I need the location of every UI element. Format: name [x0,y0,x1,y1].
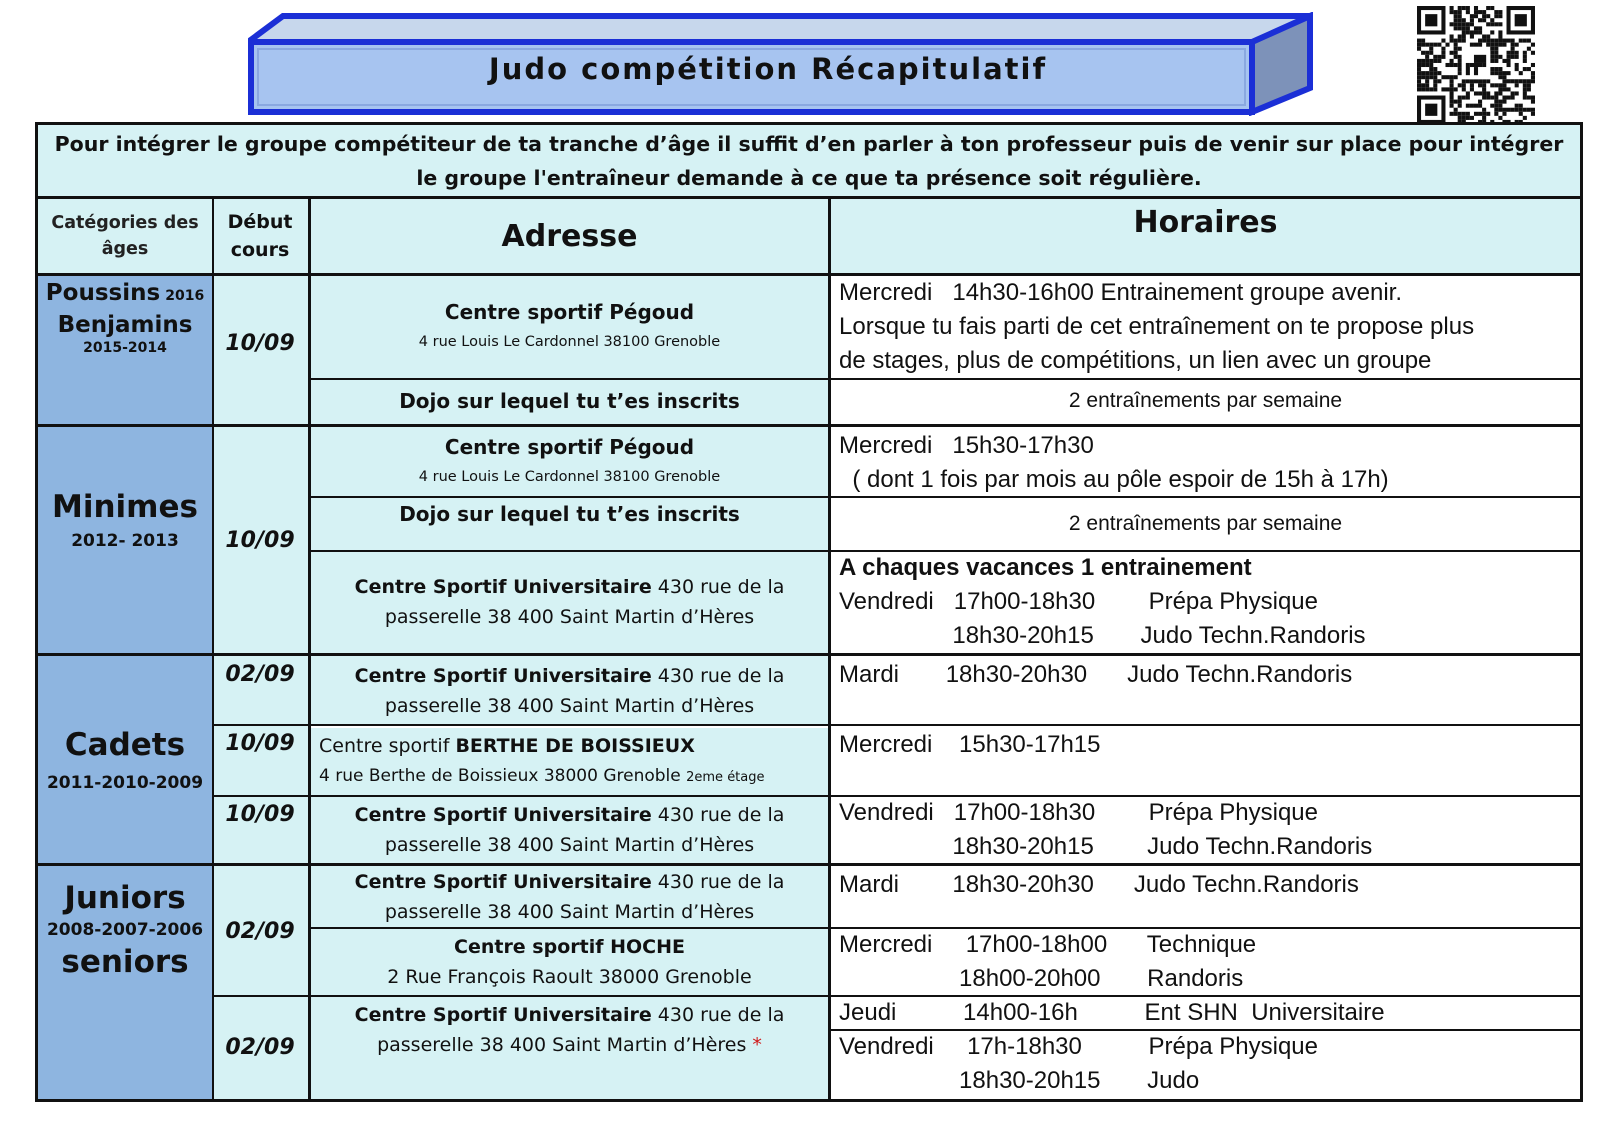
divider [38,653,1580,656]
schedule-line: Mardi 18h30-20h30 Judo Techn.Randoris [839,871,1359,898]
divider [828,199,831,1099]
category-cadets-years: 2011-2010-2009 [46,772,204,793]
divider [212,795,1580,797]
page-title: Judo compétition Récapitulatif [488,52,1048,86]
schedule-juniors-3 [831,996,1580,1030]
header-categories-label: Catégories des âges [51,213,199,259]
schedule-line: Mercredi 15h30-17h30 [839,432,1094,459]
address-csu-street: 430 rue de la [651,871,785,893]
schedule-juniors-1 [831,866,1580,928]
category-poussins [38,276,212,424]
header-categories [38,199,212,273]
schedule-line: 18h30-20h15 Judo [839,1067,1200,1094]
address-pegoud-name: Centre sportif Pégoud [444,435,695,459]
divider [308,199,311,1099]
category-benjamins-name: Benjamins [57,312,193,338]
qr-code-image [1417,6,1535,124]
schedule-line: Jeudi 14h00-16h Ent SHN Universitaire [839,999,1385,1026]
intro-text: Pour intégrer le groupe compétiteur de ta tranche d’âge il suffit d’en parler à ton professeur puis de venir sur place pour intégrer le groupe l'entraîneur demande à ce que ta présence soit régulière. [38,125,1580,199]
qr-code [1417,6,1535,124]
schedule-line: 18h00-20h00 Randoris [839,965,1244,992]
schedule-juniors-2 [831,928,1580,996]
address-csu-street: 430 rue de la [651,803,785,826]
schedule-line: ( dont 1 fois par mois au pôle espoir de 15h à 17h) [839,466,1389,493]
category-minimes-name: Minimes [52,489,198,525]
divider [311,496,1580,498]
address-dojo-label: Dojo sur lequel tu t’es inscrits [399,389,740,413]
address-csu-name: Centre Sportif Universitaire [354,803,652,826]
schedule-line: 2 entraînements par semaine [1068,512,1343,535]
address-berthe-prefix: Centre sportif [319,735,456,757]
category-cadets [38,656,212,863]
schedule-line: 18h30-20h15 Judo Techn.Randoris [839,622,1366,649]
address-csu-street: 430 rue de la [651,576,785,598]
schedule-line: 18h30-20h15 Judo Techn.Randoris [839,833,1373,860]
header-start [212,199,308,273]
header-address-label: Adresse [501,218,638,254]
divider [212,995,1580,997]
divider [831,1029,1580,1031]
category-minimes-years: 2012- 2013 [71,531,179,551]
divider [311,378,1580,380]
address-csu-street: 430 rue de la [651,664,785,687]
schedule-cadets-3 [831,796,1580,863]
date-cadets-1: 02/09 [212,656,308,725]
schedule-line: Mardi 18h30-20h30 Judo Techn.Randoris [839,661,1353,688]
divider [212,199,214,1099]
schedule-line: de stages, plus de compétitions, un lien avec un groupe [839,347,1432,374]
category-juniors [38,866,212,1099]
date-cadets-3: 10/09 [212,796,308,863]
address-dojo-label: Dojo sur lequel tu t’es inscrits [399,502,740,526]
divider [38,424,1580,427]
schedule-table [35,122,1583,1102]
address-csu-city: passerelle 38 400 Saint Martin d’Hères [377,1034,747,1056]
date-minimes: 10/09 [212,427,308,653]
schedule-line: Mercredi 17h00-18h00 Technique [839,931,1257,958]
address-berthe-name: BERTHE DE BOISSIEUX [455,735,695,757]
schedule-line: Vendredi 17h-18h30 Prépa Physique [839,1033,1318,1060]
category-cadets-name: Cadets [64,726,186,763]
address-asterisk: * [752,1034,762,1056]
divider [38,863,1580,866]
schedule-vacation-title: A chaques vacances 1 entrainement [839,554,1252,581]
schedule-line: Vendredi 17h00-18h30 Prépa Physique [839,588,1319,615]
address-csu-city: passerelle 38 400 Saint Martin d’Hères [384,694,755,717]
schedule-poussins-1 [831,276,1580,378]
header-start-label: Début cours [227,211,293,261]
divider [311,550,1580,552]
header-address [311,199,828,273]
address-csu-name: Centre Sportif Universitaire [354,871,652,893]
schedule-cadets-2 [831,728,1580,796]
address-dojo-2 [311,497,828,551]
address-csu-cadets-1 [311,656,828,725]
address-csu-cadets-2 [311,796,828,863]
address-berthe-floor: 2eme étage [686,770,765,785]
schedule-line: Vendredi 17h00-18h30 Prépa Physique [839,799,1319,826]
address-hoche [311,928,828,996]
category-juniors-name: Juniors [64,880,186,916]
address-csu-name: Centre Sportif Universitaire [354,1004,652,1026]
date-poussins: 10/09 [212,276,308,424]
address-berthe [311,728,828,796]
schedule-line: Mercredi 14h30-16h00 Entrainement groupe avenir. [839,279,1403,306]
category-poussins-year: 2016 [165,288,205,304]
address-pegoud-name: Centre sportif Pégoud [444,300,695,324]
address-csu-street: 430 rue de la [651,1004,785,1026]
schedule-minimes-2 [831,497,1580,551]
address-csu-name: Centre Sportif Universitaire [354,576,652,598]
address-berthe-street: 4 rue Berthe de Boissieux 38000 Grenoble [319,766,681,786]
schedule-line: Lorsque tu fais parti de cet entraînement on te propose plus [839,313,1475,340]
address-csu-name: Centre Sportif Universitaire [354,664,652,687]
schedule-minimes-1 [831,427,1580,497]
address-pegoud-street: 4 rue Louis Le Cardonnel 38100 Grenoble [418,334,721,350]
schedule-juniors-4 [831,1030,1580,1099]
divider [38,273,1580,276]
header-schedule [831,199,1580,273]
header-schedule-label: Horaires [1133,205,1278,240]
schedule-line: 2 entraînements par semaine [1068,389,1343,412]
schedule-poussins-2 [831,378,1580,424]
address-hoche-name: Centre sportif HOCHE [454,936,685,958]
address-hoche-street: 2 Rue François Raoult 38000 Grenoble [387,966,752,988]
schedule-line: Mercredi 15h30-17h15 [839,731,1101,758]
category-juniors-years: 2008-2007-2006 [46,920,204,940]
address-pegoud-2 [311,427,828,497]
address-pegoud-1 [311,276,828,378]
schedule-minimes-3 [831,551,1580,653]
address-csu-juniors-2 [311,996,828,1099]
address-dojo-1 [311,378,828,424]
category-poussins-name: Poussins [45,280,161,306]
category-minimes [38,427,212,653]
address-csu-minimes [311,551,828,653]
divider [311,927,1580,929]
date-juniors-2: 02/09 [212,996,308,1099]
category-seniors-name: seniors [61,944,189,980]
date-juniors-1: 02/09 [212,866,308,996]
address-csu-city: passerelle 38 400 Saint Martin d’Hères [384,833,755,856]
address-csu-juniors-1 [311,866,828,928]
schedule-cadets-1 [831,656,1580,725]
address-pegoud-street: 4 rue Louis Le Cardonnel 38100 Grenoble [418,469,721,485]
divider [212,724,1580,726]
category-benjamins-years: 2015-2014 [83,340,167,356]
date-cadets-2: 10/09 [212,725,308,796]
address-csu-city: passerelle 38 400 Saint Martin d’Hères [384,606,755,628]
title-banner [248,12,1340,116]
address-csu-city: passerelle 38 400 Saint Martin d’Hères [384,901,755,923]
